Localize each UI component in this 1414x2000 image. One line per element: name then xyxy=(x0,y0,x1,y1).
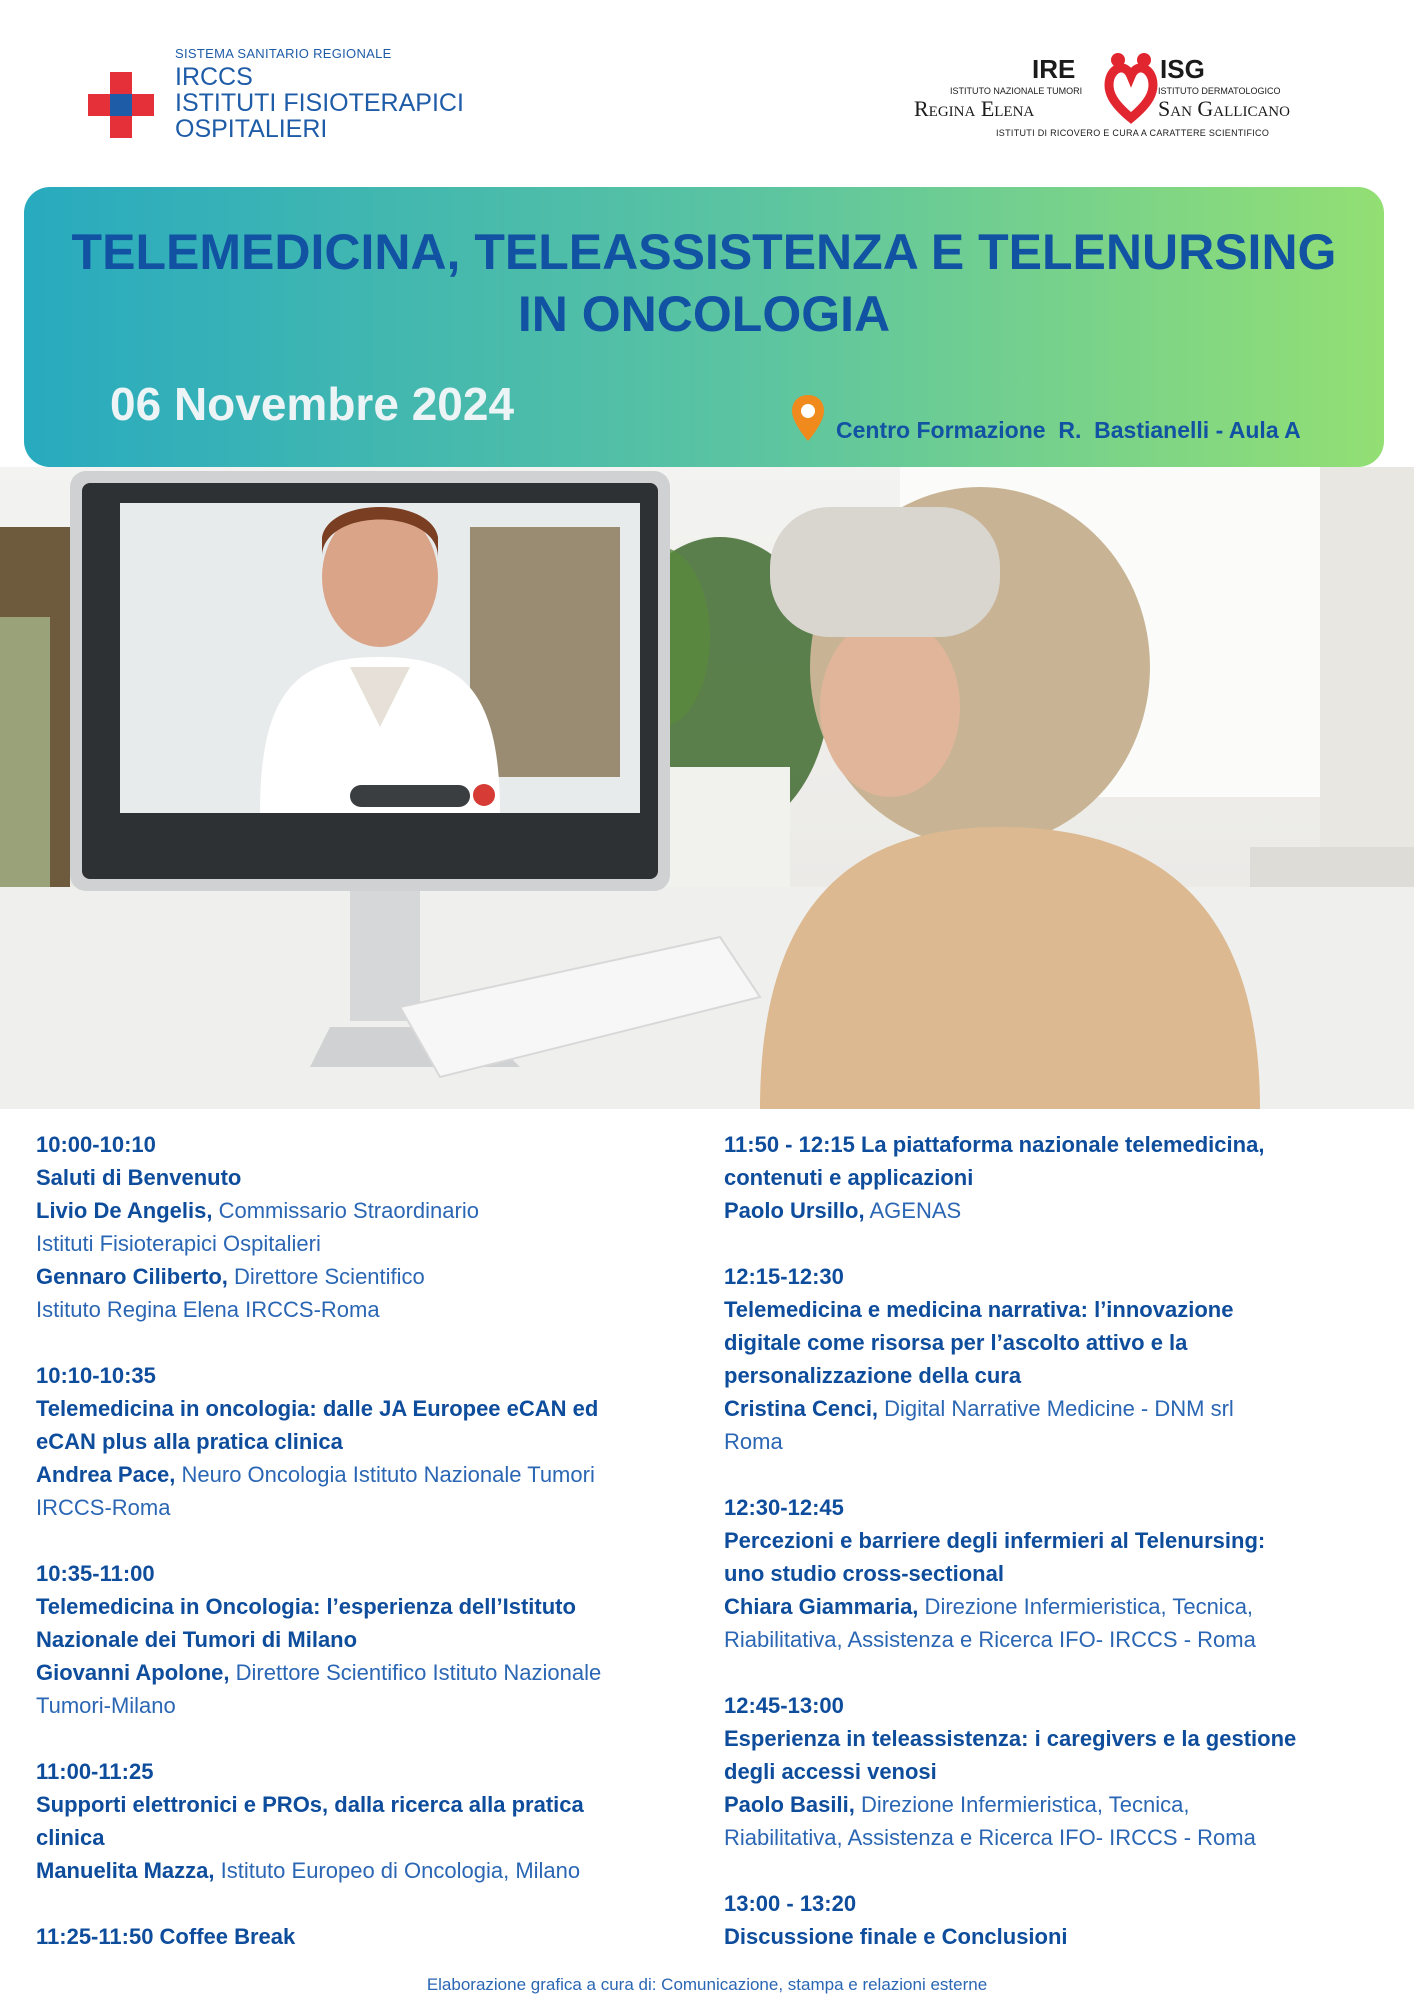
agenda-line xyxy=(724,1623,1384,1656)
location-pin-icon xyxy=(790,393,826,443)
agenda-bold-text: Percezioni e barriere degli infermieri al Telenursing: xyxy=(724,1528,1266,1553)
agenda-line xyxy=(724,1194,1384,1227)
agenda-line xyxy=(36,1920,696,1953)
agenda-line xyxy=(36,1161,696,1194)
agenda-line xyxy=(36,1656,696,1689)
agenda-regular-text: Istituto Europeo di Oncologia, Milano xyxy=(214,1858,581,1883)
agenda-bold-text: Paolo Basili, xyxy=(724,1792,855,1817)
agenda-line xyxy=(724,1788,1384,1821)
agenda-item xyxy=(724,1260,1384,1458)
agenda-regular-text: AGENAS xyxy=(864,1198,962,1223)
agenda-bold-text: clinica xyxy=(36,1825,105,1850)
event-title xyxy=(24,221,1384,345)
agenda-bold-text: eCAN plus alla pratica clinica xyxy=(36,1429,343,1454)
agenda-line xyxy=(36,1227,696,1260)
agenda-bold-text: digitale come risorsa per l’ascolto attivo e la xyxy=(724,1330,1188,1355)
agenda-bold-text: 11:25-11:50 Coffee Break xyxy=(36,1924,296,1949)
event-title-line-2: IN ONCOLOGIA xyxy=(517,286,891,342)
agenda-bold-text: 12:30-12:45 xyxy=(724,1495,844,1520)
agenda-line xyxy=(724,1755,1384,1788)
agenda-left-column xyxy=(36,1128,696,1986)
agenda-line xyxy=(36,1425,696,1458)
agenda-regular-text: IRCCS-Roma xyxy=(36,1495,171,1520)
agenda-line xyxy=(36,1491,696,1524)
agenda-regular-text: Neuro Oncologia Istituto Nazionale Tumori xyxy=(175,1462,595,1487)
ifo-logo xyxy=(88,44,488,144)
agenda-regular-text: Direttore Scientifico xyxy=(227,1264,425,1289)
event-title-line-1: TELEMEDICINA, TELEASSISTENZA E TELENURSING xyxy=(71,224,1337,280)
agenda-regular-text: Istituto Regina Elena IRCCS-Roma xyxy=(36,1297,380,1322)
agenda-bold-text: 11:50 - 12:15 La piattaforma nazionale telemedicina, xyxy=(724,1132,1265,1157)
logo-line-3: OSPITALIERI xyxy=(175,115,328,143)
agenda-bold-text: personalizzazione della cura xyxy=(724,1363,1022,1388)
event-date: 06 Novembre 2024 xyxy=(110,378,515,430)
agenda-regular-text: Riabilitativa, Assistenza e Ricerca IFO- IRCCS - Roma xyxy=(724,1627,1256,1652)
agenda-line xyxy=(36,1590,696,1623)
agenda-bold-text: Telemedicina in oncologia: dalle JA Europee eCAN ed xyxy=(36,1396,599,1421)
agenda-line xyxy=(724,1821,1384,1854)
agenda-item xyxy=(724,1491,1384,1656)
agenda-regular-text: Direttore Scientifico Istituto Nazionale xyxy=(229,1660,602,1685)
agenda-line xyxy=(36,1359,696,1392)
agenda-bold-text: uno studio cross-sectional xyxy=(724,1561,1004,1586)
agenda-bold-text: Telemedicina e medicina narrativa: l’innovazione xyxy=(724,1297,1234,1322)
agenda-line xyxy=(36,1755,696,1788)
agenda-line xyxy=(36,1194,696,1227)
agenda-bold-text: degli accessi venosi xyxy=(724,1759,937,1784)
agenda-regular-text: Digital Narrative Medicine - DNM srl xyxy=(878,1396,1234,1421)
agenda-line xyxy=(724,1557,1384,1590)
agenda-regular-text: Direzione Infermieristica, Tecnica, xyxy=(854,1792,1190,1817)
agenda-line xyxy=(36,1293,696,1326)
agenda-line xyxy=(724,1161,1384,1194)
agenda-line xyxy=(724,1128,1384,1161)
agenda-bold-text: 10:00-10:10 xyxy=(36,1132,156,1157)
agenda-line xyxy=(36,1689,696,1722)
agenda-item xyxy=(724,1128,1384,1227)
agenda-bold-text: Gennaro Ciliberto, xyxy=(36,1264,228,1289)
agenda-bold-text: 12:45-13:00 xyxy=(724,1693,844,1718)
agenda-bold-text: 12:15-12:30 xyxy=(724,1264,844,1289)
logo-line-1: IRCCS xyxy=(175,63,253,91)
ire-subtitle: ISTITUTO NAZIONALE TUMORI xyxy=(950,86,1083,96)
red-cross-icon xyxy=(88,72,154,138)
agenda-line xyxy=(36,1458,696,1491)
agenda-line xyxy=(724,1590,1384,1623)
agenda-item xyxy=(36,1557,696,1722)
agenda-line xyxy=(36,1557,696,1590)
agenda-regular-text: Istituti Fisioterapici Ospitalieri xyxy=(36,1231,321,1256)
title-banner xyxy=(24,187,1384,467)
agenda-item xyxy=(724,1887,1384,1953)
agenda-bold-text: Supporti elettronici e PROs, dalla ricerca alla pratica xyxy=(36,1792,584,1817)
ire-acronym: IRE xyxy=(1032,54,1076,84)
agenda-line xyxy=(724,1689,1384,1722)
isg-subtitle: ISTITUTO DERMATOLOGICO xyxy=(1158,86,1281,96)
telemedicine-photo xyxy=(0,467,1414,1109)
agenda-regular-text: Riabilitativa, Assistenza e Ricerca IFO- IRCCS - Roma xyxy=(724,1825,1256,1850)
agenda-bold-text: 10:10-10:35 xyxy=(36,1363,156,1388)
agenda-bold-text: Cristina Cenci, xyxy=(724,1396,879,1421)
agenda-line xyxy=(36,1623,696,1656)
agenda-bold-text: Chiara Giammaria, xyxy=(724,1594,919,1619)
agenda-bold-text: Manuelita Mazza, xyxy=(36,1858,215,1883)
isg-acronym: ISG xyxy=(1160,54,1205,84)
agenda-line xyxy=(724,1425,1384,1458)
agenda-bold-text: Telemedicina in Oncologia: l’esperienza dell’Istituto xyxy=(36,1594,576,1619)
ire-isg-footer: ISTITUTI DI RICOVERO E CURA A CARATTERE SCIENTIFICO xyxy=(996,128,1270,138)
agenda-item xyxy=(724,1689,1384,1854)
agenda-line xyxy=(36,1128,696,1161)
agenda-right-column xyxy=(724,1128,1384,1986)
isg-name: San Gallicano xyxy=(1158,96,1290,121)
agenda-bold-text: Livio De Angelis, xyxy=(36,1198,213,1223)
agenda-regular-text: Direzione Infermieristica, Tecnica, xyxy=(918,1594,1254,1619)
agenda-item xyxy=(36,1920,696,1953)
agenda-regular-text: Roma xyxy=(724,1429,783,1454)
agenda-line xyxy=(724,1491,1384,1524)
agenda-line xyxy=(36,1854,696,1887)
agenda-bold-text: Paolo Ursillo, xyxy=(724,1198,865,1223)
agenda-item xyxy=(36,1128,696,1326)
agenda-line xyxy=(724,1920,1384,1953)
agenda-bold-text: Esperienza in teleassistenza: i caregivers e la gestione xyxy=(724,1726,1297,1751)
logo-caption: SISTEMA SANITARIO REGIONALE xyxy=(175,46,392,61)
agenda-line xyxy=(724,1887,1384,1920)
agenda-bold-text: contenuti e applicazioni xyxy=(724,1165,974,1190)
agenda-line xyxy=(724,1260,1384,1293)
ire-isg-emblem-icon xyxy=(1104,50,1158,124)
agenda-bold-text: 10:35-11:00 xyxy=(36,1561,155,1586)
agenda-line xyxy=(724,1392,1384,1425)
agenda-line xyxy=(724,1722,1384,1755)
agenda-regular-text: Commissario Straordinario xyxy=(212,1198,479,1223)
agenda-line xyxy=(36,1788,696,1821)
agenda-line xyxy=(724,1359,1384,1392)
event-venue: Centro Formazione R. Bastianelli - Aula A xyxy=(836,417,1301,443)
telemedicine-illustration xyxy=(0,467,1414,1109)
agenda-line xyxy=(36,1260,696,1293)
agenda-line xyxy=(724,1326,1384,1359)
agenda-bold-text: Saluti di Benvenuto xyxy=(36,1165,242,1190)
agenda-item xyxy=(36,1755,696,1887)
agenda-item xyxy=(36,1359,696,1524)
ire-isg-logo xyxy=(912,50,1332,150)
logo-line-2: ISTITUTI FISIOTERAPICI xyxy=(175,89,464,117)
agenda-line xyxy=(724,1524,1384,1557)
credits-footer: Elaborazione grafica a cura di: Comunicazione, stampa e relazioni esterne xyxy=(426,1975,988,1994)
agenda-bold-text: 13:00 - 13:20 xyxy=(724,1891,857,1916)
agenda-bold-text: 11:00-11:25 xyxy=(36,1759,154,1784)
agenda-bold-text: Giovanni Apolone, xyxy=(36,1660,230,1685)
agenda-line xyxy=(36,1392,696,1425)
agenda-line xyxy=(724,1293,1384,1326)
agenda-regular-text: Tumori-Milano xyxy=(36,1693,176,1718)
agenda-bold-text: Nazionale dei Tumori di Milano xyxy=(36,1627,358,1652)
ire-name: Regina Elena xyxy=(914,96,1035,121)
agenda-bold-text: Discussione finale e Conclusioni xyxy=(724,1924,1068,1949)
agenda-line xyxy=(36,1821,696,1854)
agenda-bold-text: Andrea Pace, xyxy=(36,1462,176,1487)
